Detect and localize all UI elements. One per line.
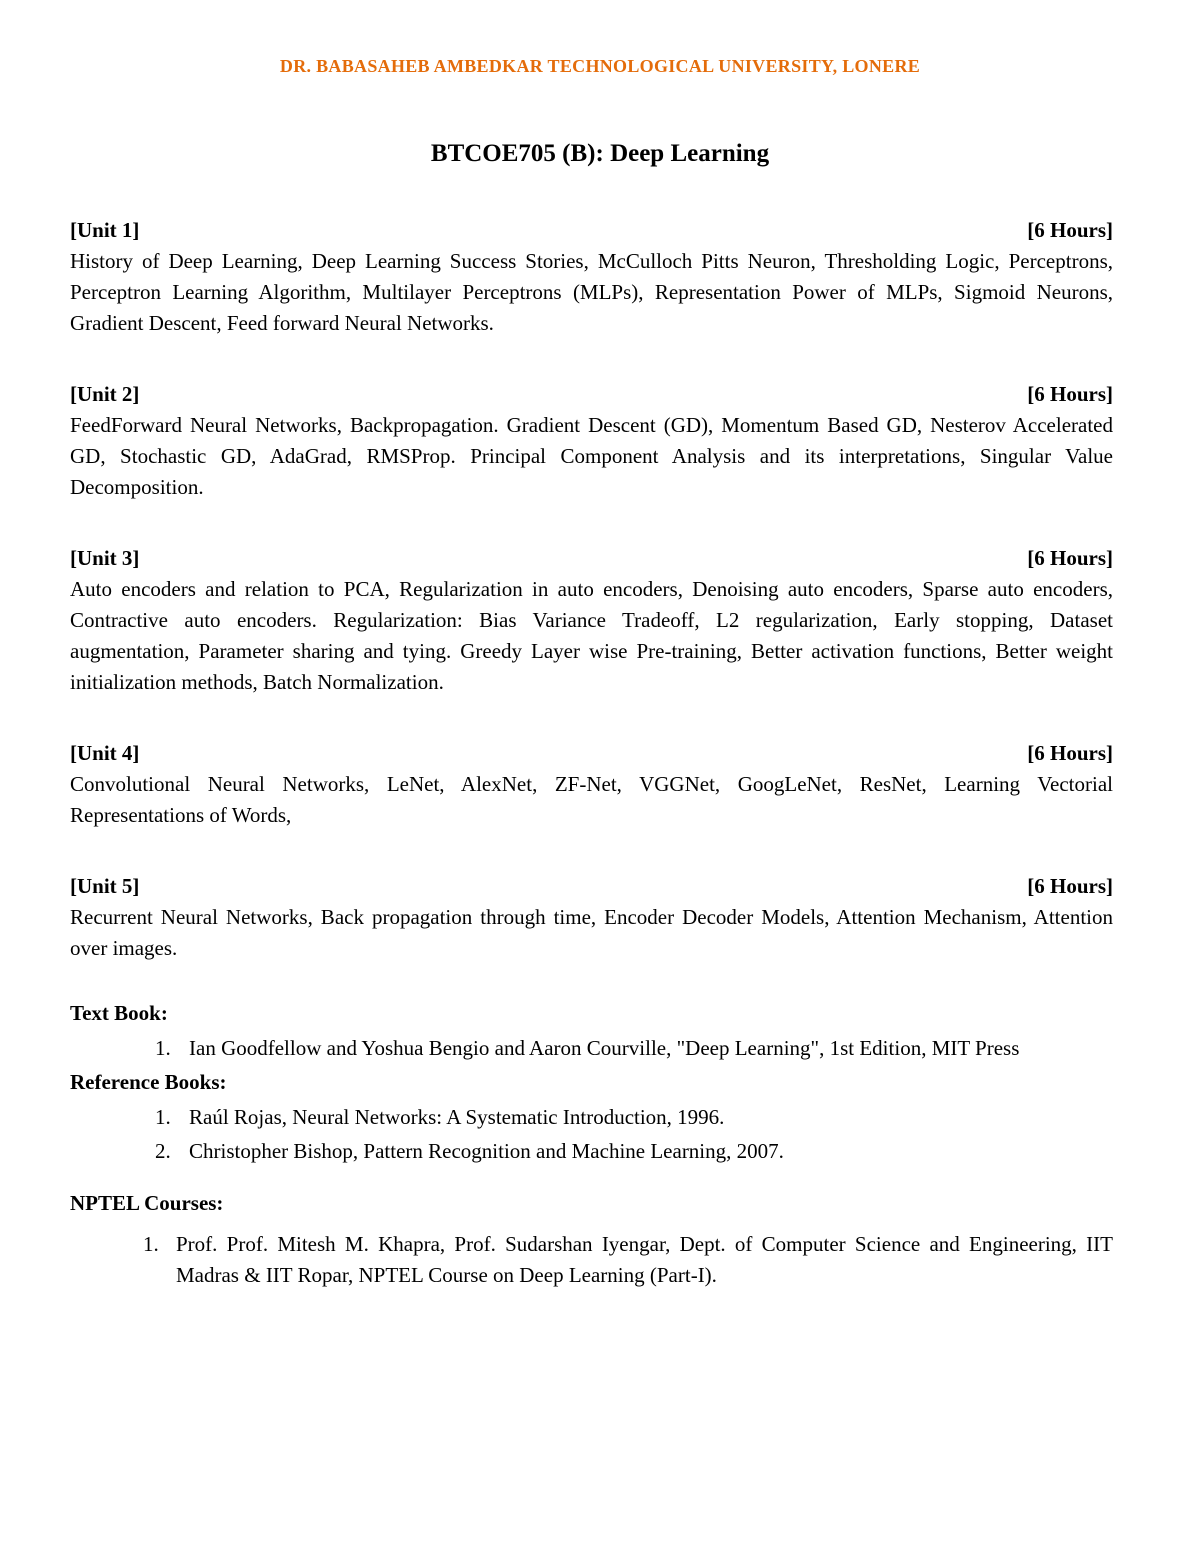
list-item [155,1138,1113,1164]
unit-content: History of Deep Learning, Deep Learning Success Stories, McCulloch Pitts Neuron, Thresholding Logic, Perceptrons, Perceptron Learning Algorithm, Multilayer Perceptrons (MLPs), Representation Power of MLPs, Sigmoid Neurons, Gradient Descent, Feed forward Neural Networks. [70,249,1113,335]
unit-content: Auto encoders and relation to PCA, Regularization in auto encoders, Denoising auto encoders, Sparse auto encoders, Contractive auto encoders. Regularization: Bias Variance Tradeoff, L2 regularization, Early stopping, Dataset augmentation, Parameter sharing and tying. Greedy Layer wise Pre-training, Better activation functions, Better weight initialization methods, Batch Normalization. [70,577,1113,694]
unit-header [70,738,1113,769]
text-book-list [155,1035,1070,1061]
list-item-text: Raúl Rojas, Neural Networks: A Systematic Introduction, 1996. [189,1105,725,1129]
list-item-number: 1. [155,1105,171,1129]
list-item [155,1104,1113,1130]
nptel-heading: NPTEL Courses: [70,1191,224,1215]
unit-header [70,215,1113,246]
unit-hours: [6 Hours] [1027,741,1113,765]
unit-label: [Unit 5] [70,874,140,898]
unit-label: [Unit 1] [70,218,140,242]
unit-hours: [6 Hours] [1027,874,1113,898]
unit-1 [70,215,1113,339]
list-item-number: 1. [155,1036,171,1060]
unit-2 [70,379,1113,503]
list-item [155,1035,1070,1061]
list-item-text: Ian Goodfellow and Yoshua Bengio and Aaron Courville, "Deep Learning", 1st Edition, MIT Press [189,1036,1020,1060]
unit-header [70,543,1113,574]
unit-3 [70,543,1113,698]
list-item-text: Christopher Bishop, Pattern Recognition and Machine Learning, 2007. [189,1139,784,1163]
reference-books-heading: Reference Books: [70,1070,227,1094]
unit-header [70,379,1113,410]
unit-content: FeedForward Neural Networks, Backpropagation. Gradient Descent (GD), Momentum Based GD, Nesterov Accelerated GD, Stochastic GD, AdaGrad, RMSProp. Principal Component Analysis and its interpretations, Singular Value Decomposition. [70,413,1113,499]
course-title: BTCOE705 (B): Deep Learning [430,140,770,167]
unit-label: [Unit 3] [70,546,140,570]
reference-books-list [155,1104,1113,1164]
unit-4 [70,738,1113,831]
university-header: DR. BABASAHEB AMBEDKAR TECHNOLOGICAL UNIVERSITY, LONERE [279,56,921,76]
list-item [143,1229,1113,1291]
nptel-list [143,1229,1113,1291]
unit-header [70,871,1113,902]
unit-hours: [6 Hours] [1027,546,1113,570]
list-item-number: 1. [143,1232,159,1256]
unit-label: [Unit 2] [70,382,140,406]
unit-content: Convolutional Neural Networks, LeNet, AlexNet, ZF-Net, VGGNet, GoogLeNet, ResNet, Learning Vectorial Representations of Words, [70,772,1113,827]
unit-label: [Unit 4] [70,741,140,765]
text-book-heading: Text Book: [70,1001,168,1025]
unit-5 [70,871,1113,964]
unit-content: Recurrent Neural Networks, Back propagation through time, Encoder Decoder Models, Attention Mechanism, Attention over images. [70,905,1113,960]
list-item-text: Prof. Prof. Mitesh M. Khapra, Prof. Sudarshan Iyengar, Dept. of Computer Science and Engineering, IIT Madras & IIT Ropar, NPTEL Course on Deep Learning (Part-I). [176,1232,1113,1287]
syllabus-content [70,215,1113,1291]
list-item-number: 2. [155,1139,171,1163]
unit-hours: [6 Hours] [1027,382,1113,406]
unit-hours: [6 Hours] [1027,218,1113,242]
